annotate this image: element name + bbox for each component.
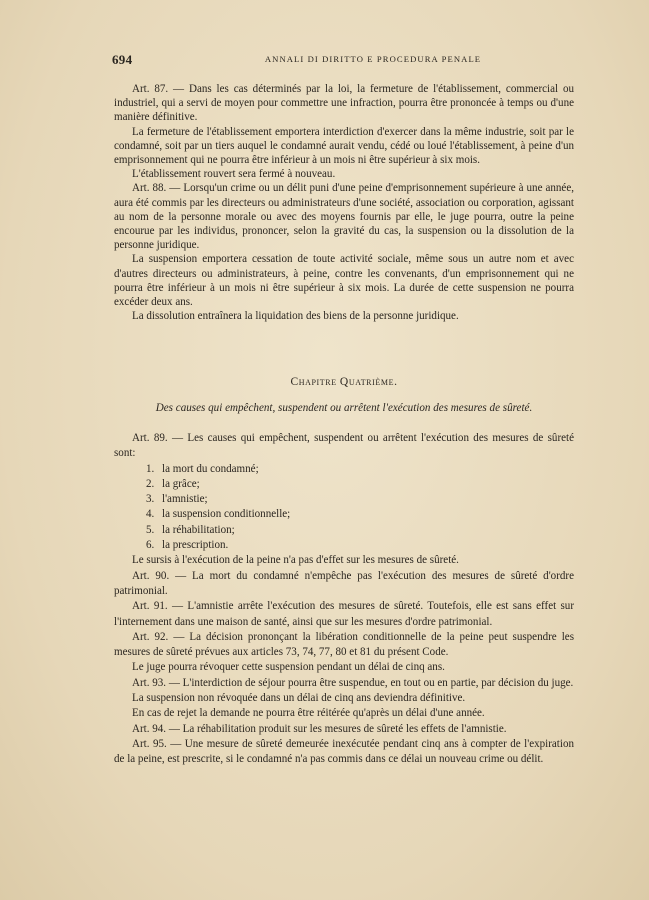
page-header: [112, 52, 574, 68]
paragraph: Art. 95. — Une mesure de sûreté demeurée inexécutée pendant cinq ans à compter de l'expiration de la peine, est prescrite, si le condamné n'a pas commis dans ce délai un nouveau crime ou délit.: [114, 737, 574, 766]
running-title: ANNALI DI DIRITTO E PROCEDURA PENALE: [264, 54, 482, 64]
chapter-heading: [114, 376, 574, 388]
articles-89-95: [114, 431, 574, 768]
list-item: 2. la grâce;: [146, 477, 200, 490]
paragraph: Art. 93. — L'interdiction de séjour pourra être suspendue, en tout ou en partie, par décision du juge.: [132, 676, 574, 689]
paragraph: Art. 90. — La mort du condamné n'empêche pas l'exécution des mesures de sûreté d'ordre patrimonial.: [114, 569, 574, 597]
paragraph: Le sursis à l'exécution de la peine n'a pas d'effet sur les mesures de sûreté.: [132, 554, 459, 567]
list-item: 5. la réhabilitation;: [146, 523, 235, 536]
paragraph: Art. 88. — Lorsqu'un crime ou un délit puni d'une peine d'emprisonnement supérieure à une année, aura été commis par les directeurs ou administrateurs d'une société, association ou corporation, agissant au nom de la personne morale ou avec des moyens fournis par elle, le juge pourra, outre la peine encourue par les individus, prononcer, selon la gravité du cas, la suspension ou la dissolution de la personne juridique.: [114, 182, 574, 252]
paragraph: Art. 89. — Les causes qui empêchent, suspendent ou arrêtent l'exécution des mesures de sûreté sont:: [114, 432, 574, 460]
paragraph: Art. 94. — La réhabilitation produit sur les mesures de sûreté les effets de l'amnistie.: [132, 722, 507, 735]
chapter-subtitle: Des causes qui empêchent, suspendent ou arrêtent l'exécution des mesures de sûreté.: [155, 402, 533, 414]
paragraph: Art. 92. — La décision prononçant la libération conditionnelle de la peine peut suspendre les mesures de sûreté prévues aux articles 73, 74, 77, 80 et 81 du présent Code.: [114, 630, 574, 659]
paragraph: Le juge pourra révoquer cette suspension pendant un délai de cinq ans.: [132, 661, 445, 674]
paragraph: La dissolution entraînera la liquidation des biens de la personne juridique.: [132, 310, 459, 323]
paragraph: Art. 87. — Dans les cas déterminés par la loi, la fermeture de l'établissement, commercial ou industriel, qui a servi de moyen pour commettre une infraction, pourra être prononcée à temps ou d'une manière définitive.: [114, 83, 574, 124]
chapter-word: Chapitre: [290, 376, 337, 388]
paragraph: La fermeture de l'établissement emportera interdiction d'exercer dans la même industrie, soit par le condamné, soit par un tiers auquel le condamné aurait vendu, cédé ou loué l'établissement, à peine d'un emprisonnement qui ne pourra être inférieur à un mois ni être supérieur à six mois.: [114, 125, 574, 167]
chapter-number-word: Quatrième.: [339, 376, 398, 388]
list-item: 3. l'amnistie;: [146, 493, 208, 506]
list-item: 6. la prescription.: [146, 539, 229, 552]
paragraph: En cas de rejet la demande ne pourra être réitérée qu'après un délai d'une année.: [132, 707, 485, 720]
paragraph: La suspension emportera cessation de toute activité sociale, même sous un autre nom et avec d'autres directeurs ou administrateurs, à peine, contre les convenants, d'un emprisonnement qui ne pourra être inférieur à un mois ni être supérieur à six mois. La durée de cette suspension ne pourra excéder deux ans.: [114, 253, 574, 309]
list-item: 4. la suspension conditionnelle;: [146, 508, 291, 521]
paragraph: La suspension non révoquée dans un délai de cinq ans deviendra définitive.: [132, 692, 466, 705]
articles-87-88: [114, 82, 574, 323]
page-number: 694: [112, 52, 133, 67]
paragraph: Art. 91. — L'amnistie arrête l'exécution des mesures de sûreté. Toutefois, elle est sans effet sur l'internement dans une maison de santé, ainsi que sur les mesures d'ordre patrimonial.: [114, 600, 574, 628]
paragraph: L'établissement rouvert sera fermé à nouveau.: [132, 168, 336, 181]
list-item: 1. la mort du condamné;: [146, 462, 259, 475]
